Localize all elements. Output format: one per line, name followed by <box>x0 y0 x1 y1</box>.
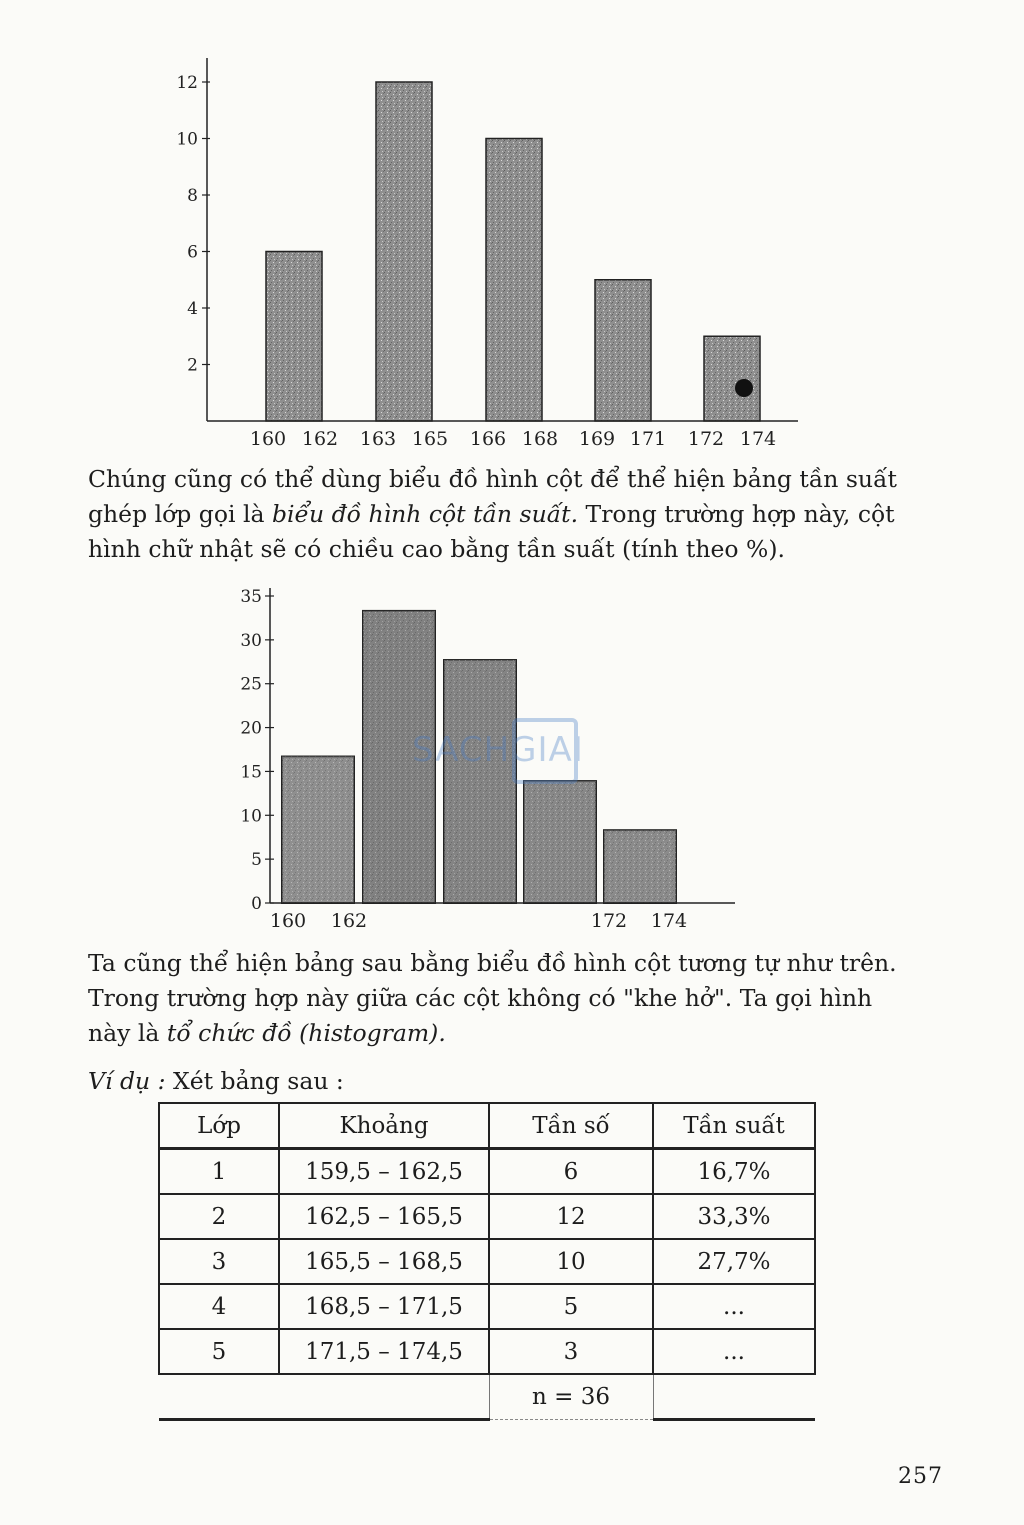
example-label-text: Xét bảng sau : <box>165 1067 344 1095</box>
cell-class: 2 <box>159 1194 279 1239</box>
cell-class: 4 <box>159 1284 279 1329</box>
y-tick-label: 30 <box>240 630 262 651</box>
header-class: Lớp <box>159 1103 279 1149</box>
x-tick-label: 160 <box>249 428 287 450</box>
empty-cell <box>279 1374 489 1420</box>
cell-frequency: 12 <box>489 1194 653 1239</box>
cell-interval: 165,5 – 168,5 <box>279 1239 489 1284</box>
frequency-bar-chart <box>150 50 830 460</box>
x-tick-label: 162 <box>330 910 368 932</box>
cell-class: 1 <box>159 1149 279 1195</box>
cell-frequency: 5 <box>489 1284 653 1329</box>
table-row <box>159 1329 815 1374</box>
x-tick-label: 172 <box>687 428 725 450</box>
y-tick-label: 25 <box>240 674 262 695</box>
y-tick-label: 5 <box>251 850 262 871</box>
text-span: này là <box>88 1019 167 1047</box>
y-tick-label: 8 <box>187 186 198 206</box>
x-tick-label: 165 <box>411 428 449 450</box>
watermark-text: SACHGIAI <box>412 730 584 770</box>
bar-texture <box>604 830 676 903</box>
cell-interval: 162,5 – 165,5 <box>279 1194 489 1239</box>
y-tick-label: 0 <box>251 894 262 914</box>
y-tick-label: 4 <box>187 299 198 319</box>
text-span: ghép lớp gọi là <box>88 500 272 528</box>
bar <box>704 336 760 421</box>
paragraph-line: Trong trường hợp này giữa các cột không có "khe hở". Ta gọi hình <box>88 984 873 1012</box>
cell-frequency: 10 <box>489 1239 653 1284</box>
y-tick-label: 2 <box>187 355 198 376</box>
y-tick-label: 6 <box>187 242 198 263</box>
cell-frequency: 6 <box>489 1149 653 1195</box>
table-row <box>159 1194 815 1239</box>
cell-relative: 27,7% <box>653 1239 815 1284</box>
cell-interval: 171,5 – 174,5 <box>279 1329 489 1374</box>
watermark-logo <box>412 718 622 808</box>
cell-interval: 168,5 – 171,5 <box>279 1284 489 1329</box>
x-tick-label: 174 <box>650 910 688 932</box>
ink-spot <box>735 379 753 397</box>
paragraph-histogram-definition <box>88 946 940 1051</box>
empty-cell <box>653 1374 815 1420</box>
table-row <box>159 1284 815 1329</box>
table-total-row <box>159 1374 815 1420</box>
term-emphasis: tổ chức đồ (histogram). <box>166 1019 446 1047</box>
text-span: Trong trường hợp này, cột <box>578 500 895 528</box>
example-heading <box>88 1064 344 1099</box>
x-tick-label: 160 <box>269 910 307 932</box>
cell-interval: 159,5 – 162,5 <box>279 1149 489 1195</box>
cell-relative: ... <box>653 1329 815 1374</box>
page-number: 257 <box>898 1464 943 1489</box>
y-tick-label: 20 <box>240 718 262 739</box>
cell-class: 5 <box>159 1329 279 1374</box>
paragraph-line: hình chữ nhật sẽ có chiều cao bằng tần suất (tính theo %). <box>88 535 785 563</box>
x-tick-label: 174 <box>739 428 777 450</box>
term-emphasis: biểu đồ hình cột tần suất. <box>271 500 579 528</box>
y-tick-label: 15 <box>240 762 262 783</box>
cell-relative: ... <box>653 1284 815 1329</box>
cell-relative: 16,7% <box>653 1149 815 1195</box>
cell-relative: 33,3% <box>653 1194 815 1239</box>
x-tick-label: 168 <box>521 428 559 450</box>
y-tick-label: 35 <box>240 587 262 607</box>
y-tick-label: 10 <box>240 806 262 827</box>
bar <box>595 280 651 421</box>
paragraph-frequency-histogram-intro <box>88 462 940 567</box>
paragraph-line: Chúng cũng có thể dùng biểu đồ hình cột để thể hiện bảng tần suất <box>88 465 897 493</box>
table-header-row <box>159 1103 815 1149</box>
empty-cell <box>159 1374 279 1420</box>
header-relative-frequency: Tần suất <box>653 1103 815 1149</box>
paragraph-line: Ta cũng thể hiện bảng sau bằng biểu đồ hình cột tương tự như trên. <box>88 949 897 977</box>
frequency-table <box>158 1102 816 1421</box>
table-row <box>159 1239 815 1284</box>
cell-class: 3 <box>159 1239 279 1284</box>
paragraph-line <box>88 497 940 532</box>
x-tick-label: 169 <box>578 428 616 450</box>
paragraph-line <box>88 1016 940 1051</box>
bar-texture <box>282 757 354 903</box>
x-tick-label: 166 <box>469 428 507 450</box>
x-tick-label: 163 <box>359 428 397 450</box>
x-tick-label: 171 <box>629 428 667 450</box>
x-tick-label: 172 <box>590 910 628 932</box>
y-tick-label: 12 <box>176 73 198 93</box>
table-row <box>159 1149 815 1195</box>
cell-frequency: 3 <box>489 1329 653 1374</box>
x-tick-label: 162 <box>301 428 339 450</box>
header-frequency: Tần số <box>489 1103 653 1149</box>
bar <box>486 139 542 422</box>
bar <box>376 82 432 421</box>
bar <box>266 252 322 422</box>
header-interval: Khoảng <box>279 1103 489 1149</box>
example-label-italic: Ví dụ : <box>88 1067 166 1095</box>
y-tick-label: 10 <box>176 129 198 150</box>
cell-total: n = 36 <box>489 1374 653 1420</box>
